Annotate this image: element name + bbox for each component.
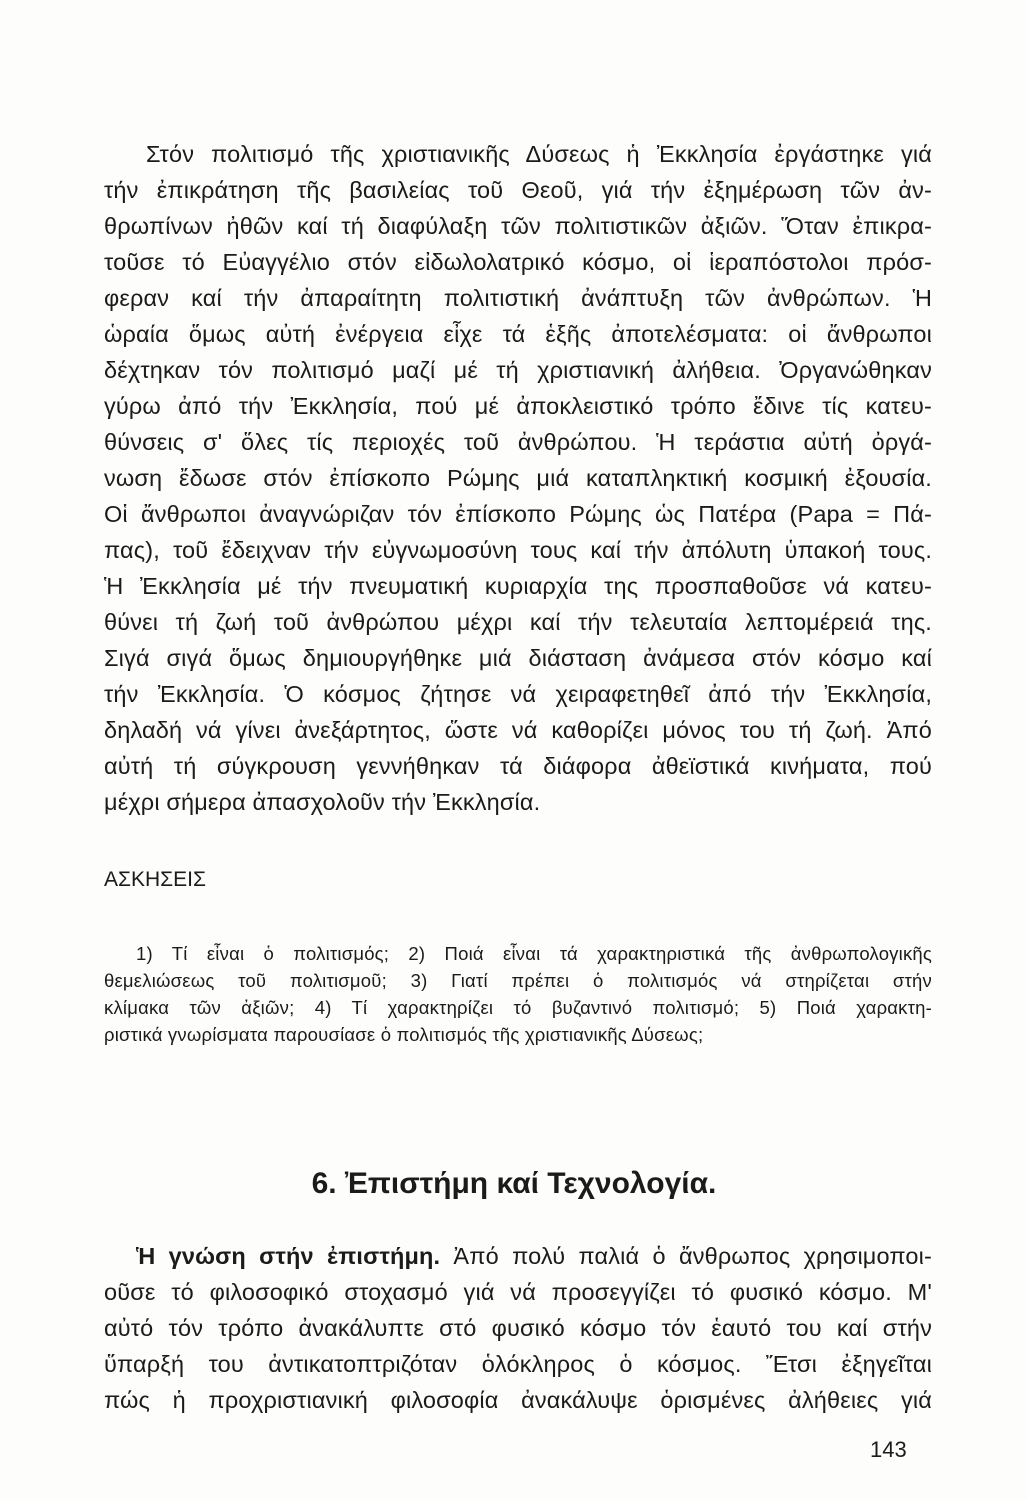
paragraph-line: τήν Ἐκκλησία. Ὁ κόσμος ζήτησε νά χειραφετηθεῖ ἀπό τήν Ἐκκλησία,	[104, 681, 932, 707]
paragraph-line: δέχτηκαν τόν πολιτισμό μαζί μέ τή χριστιανική ἀλήθεια. Ὀργανώθηκαν	[104, 357, 932, 383]
paragraph-line: τήν ἐπικράτηση τῆς βασιλείας τοῦ Θεοῦ, γιά τήν ἐξημέρωση τῶν ἀν-	[104, 177, 932, 203]
paragraph-line: ὕπαρξή του ἀντικατοπτριζόταν ὁλόκληρος ὁ κόσμος. Ἔτσι ἐξηγεῖται	[104, 1351, 932, 1377]
paragraph-line: θύνει τή ζωή τοῦ ἀνθρώπου μέχρι καί τήν τελευταία λεπτομέρειά της.	[104, 609, 932, 635]
paragraph-line: Στόν πολιτισμό τῆς χριστιανικῆς Δύσεως ἡ Ἐκκλησία ἐργάστηκε γιά	[146, 141, 932, 167]
section-heading: 6. Ἐπιστήμη καί Τεχνολογία.	[311, 1167, 717, 1200]
paragraph-line: πώς ἡ προχριστιανική φιλοσοφία ἀνακάλυψε ὁρισμένες ἀλήθειες γιά	[104, 1387, 932, 1413]
paragraph-line: νωση ἔδωσε στόν ἐπίσκοπο Ρώμης μιά καταπληκτική κοσμική ἐξουσία.	[104, 465, 932, 491]
exercises-title: ΑΣΚΗΣΕΙΣ	[104, 868, 206, 891]
paragraph-line: θρωπίνων ἠθῶν καί τή διαφύλαξη τῶν πολιτιστικῶν ἀξιῶν. Ὅταν ἐπικρα-	[104, 213, 932, 239]
paragraph-line: ὡραία ὅμως αὐτή ἐνέργεια εἶχε τά ἑξῆς ἀποτελέσματα: οἱ ἄνθρωποι	[104, 321, 932, 347]
exercise-line: 1) Τί εἶναι ὁ πολιτισμός; 2) Ποιά εἶναι τά χαρακτηριστικά τῆς ἀνθρωπολογικῆς	[136, 943, 932, 964]
paragraph-line: μέχρι σήμερα ἀπασχολοῦν τήν Ἐκκλησία.	[104, 789, 541, 815]
paragraph-line: αὐτή τή σύγκρουση γεννήθηκαν τά διάφορα ἀθεϊστικά κινήματα, πού	[104, 753, 932, 779]
paragraph-line: δηλαδή νά γίνει ἀνεξάρτητος, ὥστε νά καθορίζει μόνος του τή ζωή. Ἀπό	[104, 717, 932, 743]
exercise-line: ριστικά γνωρίσματα παρουσίασε ὁ πολιτισμός τῆς χριστιανικῆς Δύσεως;	[104, 1024, 704, 1045]
paragraph-line: γύρω ἀπό τήν Ἐκκλησία, πού μέ ἀποκλειστικό τρόπο ἔδινε τίς κατευ-	[104, 393, 932, 419]
paragraph-line: Σιγά σιγά ὅμως δημιουργήθηκε μιά διάσταση ἀνάμεσα στόν κόσμο καί	[104, 645, 932, 671]
section-lead: Ἡ γνώση στήν ἐπιστήμη.	[136, 1243, 441, 1269]
section-first-line	[136, 1240, 932, 1272]
section-first-line-text: Ἀπό πολύ παλιά ὁ ἄνθρωπος χρησιμοποι-	[440, 1243, 932, 1269]
paragraph-line: Ἡ Ἐκκλησία μέ τήν πνευματική κυριαρχία της προσπαθοῦσε νά κατευ-	[104, 573, 932, 599]
page-number: 143	[870, 1437, 907, 1462]
paragraph-line: οῦσε τό φιλοσοφικό στοχασμό γιά νά προσεγγίζει τό φυσικό κόσμο. Μ'	[104, 1279, 932, 1305]
paragraph-line: θύνσεις σ' ὅλες τίς περιοχές τοῦ ἀνθρώπου. Ἡ τεράστια αὐτή ὀργά-	[104, 429, 932, 455]
paragraph-line: φεραν καί τήν ἀπαραίτητη πολιτιστική ἀνάπτυξη τῶν ἀνθρώπων. Ἡ	[104, 285, 932, 311]
paragraph-line: Οἱ ἄνθρωποι ἀναγνώριζαν τόν ἐπίσκοπο Ρώμης ὡς Πατέρα (Papa = Πά-	[104, 501, 932, 527]
exercise-line: κλίμακα τῶν ἀξιῶν; 4) Τί χαρακτηρίζει τό βυζαντινό πολιτισμό; 5) Ποιά χαρακτη-	[104, 997, 932, 1018]
paragraph-line: αὐτό τόν τρόπο ἀνακάλυπτε στό φυσικό κόσμο τόν ἑαυτό του καί στήν	[104, 1315, 932, 1341]
exercise-line: θεμελιώσεως τοῦ πολιτισμοῦ; 3) Γιατί πρέπει ὁ πολιτισμός νά στηρίζεται στήν	[104, 970, 932, 991]
paragraph-line: πας), τοῦ ἔδειχναν τήν εὐγνωμοσύνη τους καί τήν ἀπόλυτη ὑπακοή τους.	[104, 537, 932, 563]
paragraph-line: τοῦσε τό Εὐαγγέλιο στόν εἰδωλολατρικό κόσμο, οἱ ἱεραπόστολοι πρόσ-	[104, 249, 932, 275]
